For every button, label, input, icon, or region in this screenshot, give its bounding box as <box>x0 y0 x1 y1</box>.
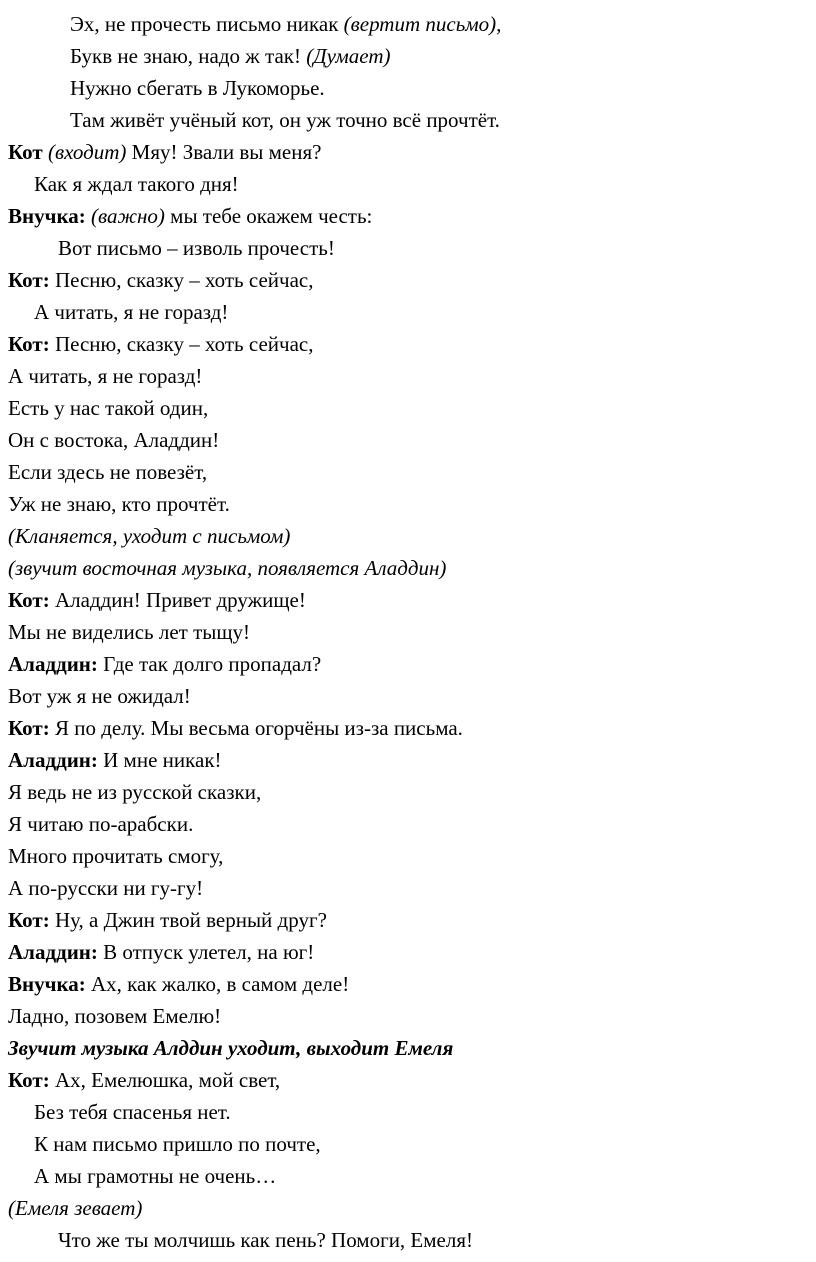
script-line-segment: Без тебя спасенья нет. <box>34 1100 231 1124</box>
script-line-segment: Много прочитать смогу, <box>8 844 224 868</box>
script-line-segment: (звучит восточная музыка, появляется Аладдин) <box>8 556 447 580</box>
script-line <box>8 264 798 296</box>
script-text-body <box>8 8 798 1256</box>
script-line-segment: Звучит музыка Алддин уходит, выходит Емеля <box>8 1036 454 1060</box>
script-line-segment: Песню, сказку – хоть сейчас, <box>54 268 314 292</box>
script-line <box>8 424 798 456</box>
script-line-segment: Есть у нас такой один, <box>8 396 209 420</box>
script-line-segment: Аладдин: <box>8 652 104 676</box>
script-line <box>8 968 798 1000</box>
script-line <box>8 776 798 808</box>
script-line <box>8 232 798 264</box>
script-line-segment: В отпуск улетел, на юг! <box>103 940 315 964</box>
script-line <box>8 392 798 424</box>
script-line-segment: (вертит письмо), <box>343 12 502 36</box>
script-line-segment: Эх, не прочесть письмо никак <box>70 12 344 36</box>
script-line <box>8 456 798 488</box>
script-line-segment: (Кланяется, уходит с письмом) <box>8 524 291 548</box>
script-line-segment: А по-русски ни гу-гу! <box>8 876 204 900</box>
script-line <box>8 296 798 328</box>
script-line-segment: Я по делу. Мы весьма огорчёны из-за письма. <box>54 716 463 740</box>
script-line-segment: Уж не знаю, кто прочтёт. <box>8 492 230 516</box>
script-line-segment: Нужно сбегать в Лукоморье. <box>70 76 325 100</box>
script-line-segment: Как я ждал такого дня! <box>34 172 239 196</box>
script-line <box>8 168 798 200</box>
script-line <box>8 1032 798 1064</box>
script-line <box>8 1128 798 1160</box>
script-line-segment: Аладдин: <box>8 748 104 772</box>
script-line <box>8 616 798 648</box>
script-line <box>8 872 798 904</box>
script-line-segment: Кот <box>8 140 48 164</box>
script-line-segment: Внучка: <box>8 972 91 996</box>
script-line <box>8 1160 798 1192</box>
script-line-segment: Кот: <box>8 716 55 740</box>
script-line <box>8 136 798 168</box>
script-line-segment: Ах, Емелюшка, мой свет, <box>54 1068 281 1092</box>
script-line-segment: Если здесь не повезёт, <box>8 460 208 484</box>
script-line-segment: А читать, я не горазд! <box>34 300 229 324</box>
script-line-segment: Аладдин! Привет дружище! <box>54 588 306 612</box>
script-line-segment: Ну, а Джин твой верный друг? <box>54 908 327 932</box>
script-line-segment: Кот: <box>8 588 55 612</box>
script-line-segment: Мяу! Звали вы меня? <box>131 140 322 164</box>
script-line-segment: (Думает) <box>306 44 391 68</box>
script-line <box>8 40 798 72</box>
script-line <box>8 808 798 840</box>
script-line-segment: Я ведь не из русской сказки, <box>8 780 262 804</box>
script-line-segment: мы тебе окажем честь: <box>170 204 373 228</box>
script-line-segment: Я читаю по-арабски. <box>8 812 194 836</box>
script-line-segment: Вот письмо – изволь прочесть! <box>58 236 335 260</box>
script-line <box>8 488 798 520</box>
script-line <box>8 8 798 40</box>
script-line <box>8 744 798 776</box>
script-line <box>8 520 798 552</box>
script-line <box>8 1096 798 1128</box>
script-line-segment: (Емеля зевает) <box>8 1196 143 1220</box>
script-line-segment: Песню, сказку – хоть сейчас, <box>54 332 314 356</box>
script-line-segment: Ладно, позовем Емелю! <box>8 1004 222 1028</box>
script-line <box>8 936 798 968</box>
script-line <box>8 904 798 936</box>
script-line-segment: Он с востока, Аладдин! <box>8 428 220 452</box>
script-line-segment: Кот: <box>8 1068 55 1092</box>
script-line <box>8 552 798 584</box>
script-line-segment: Ах, как жалко, в самом деле! <box>90 972 350 996</box>
script-line-segment: И мне никак! <box>103 748 222 772</box>
script-line-segment: Аладдин: <box>8 940 104 964</box>
script-line-segment: А читать, я не горазд! <box>8 364 203 388</box>
script-line-segment: Вот уж я не ожидал! <box>8 684 191 708</box>
script-line <box>8 328 798 360</box>
script-line-segment: К нам письмо пришло по почте, <box>34 1132 321 1156</box>
script-line-segment: Кот: <box>8 908 55 932</box>
script-line-segment: Букв не знаю, надо ж так! <box>70 44 307 68</box>
script-line <box>8 840 798 872</box>
script-line <box>8 712 798 744</box>
script-line-segment: Что же ты молчишь как пень? Помоги, Емеля! <box>58 1228 474 1252</box>
script-line <box>8 360 798 392</box>
script-line <box>8 1224 798 1256</box>
script-line <box>8 584 798 616</box>
script-line <box>8 648 798 680</box>
script-line <box>8 200 798 232</box>
script-line-segment: Внучка: <box>8 204 91 228</box>
script-line-segment: А мы грамотны не очень… <box>34 1164 277 1188</box>
script-line-segment: (входит) <box>47 140 132 164</box>
script-line <box>8 1064 798 1096</box>
script-line <box>8 1000 798 1032</box>
script-line <box>8 104 798 136</box>
script-line-segment: Кот: <box>8 268 55 292</box>
script-line-segment: Где так долго пропадал? <box>103 652 322 676</box>
script-line <box>8 72 798 104</box>
script-line-segment: (важно) <box>90 204 171 228</box>
script-line-segment: Мы не виделись лет тыщу! <box>8 620 251 644</box>
script-line-segment: Кот: <box>8 332 55 356</box>
script-line <box>8 680 798 712</box>
script-line <box>8 1192 798 1224</box>
script-line-segment: Там живёт учёный кот, он уж точно всё прочтёт. <box>70 108 500 132</box>
